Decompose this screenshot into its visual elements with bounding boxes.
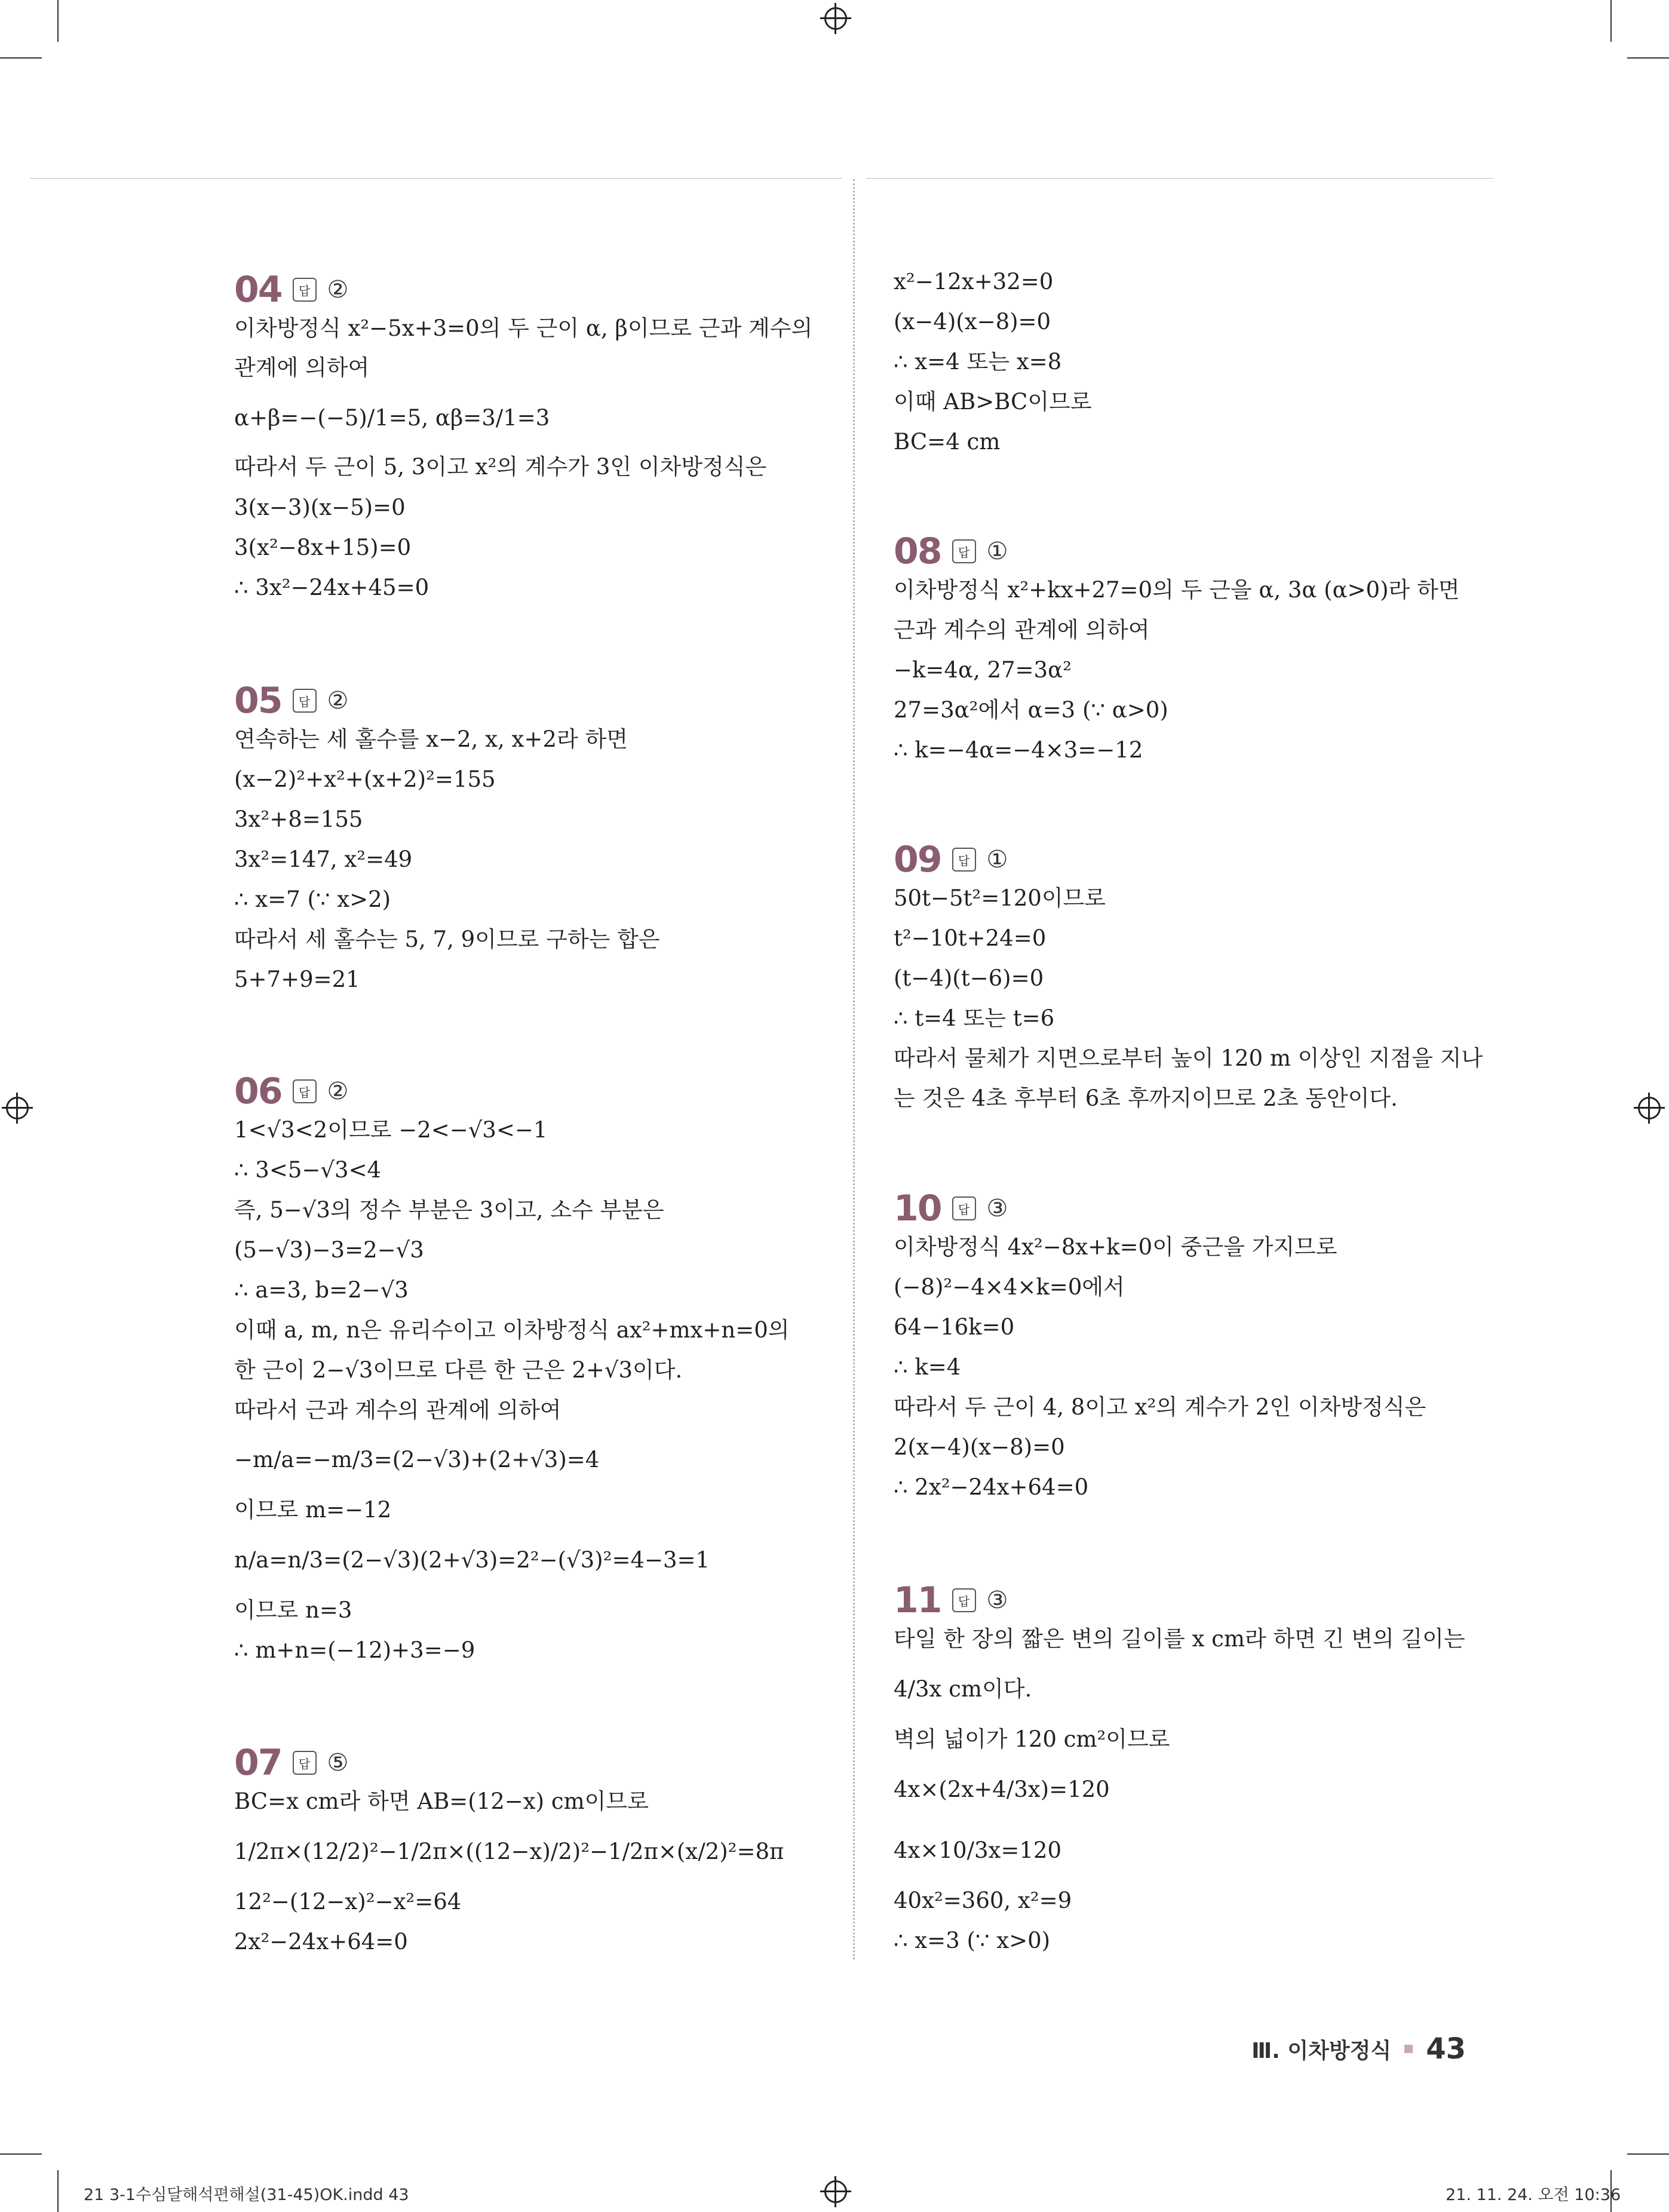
- crop-mark: [0, 2153, 42, 2155]
- solution-line: 3x²+8=155: [234, 806, 363, 832]
- solution-line: 4/3x cm이다.: [894, 1676, 1032, 1702]
- answer-choice: ③: [986, 1195, 1008, 1222]
- question-number: 08: [894, 530, 941, 572]
- solution-line: 1/2π×(12/2)²−1/2π×((12−x)/2)²−1/2π×(x/2)²=8π: [234, 1839, 784, 1864]
- question-number: 11: [894, 1579, 941, 1621]
- answer-badge: 답: [952, 1588, 976, 1612]
- solution-line: 따라서 근과 계수의 관계에 의하여: [234, 1397, 562, 1423]
- answer-badge: 답: [952, 539, 976, 563]
- print-file-name: 21 3-1수심달해석편해설(31-45)OK.indd 43: [84, 2186, 409, 2204]
- solution-line: ∴ t=4 또는 t=6: [894, 1005, 1055, 1031]
- square-bullet-icon: [1404, 2045, 1413, 2053]
- solution-line: 즉, 5−√3의 정수 부분은 3이고, 소수 부분은: [234, 1197, 664, 1223]
- solution-line: 2(x−4)(x−8)=0: [894, 1434, 1065, 1460]
- answer-choice: ②: [327, 687, 349, 714]
- answer-badge: 답: [293, 689, 317, 713]
- question-number: 07: [234, 1742, 282, 1784]
- solution-line: 이차방정식 x²+kx+27=0의 두 근을 α, 3α (α>0)라 하면: [894, 577, 1460, 603]
- solution-line: 관계에 의하여: [234, 355, 370, 381]
- solution-line: 1<√3<2이므로 −2<−√3<−1: [234, 1117, 548, 1143]
- solution-line: 따라서 물체가 지면으로부터 높이 120 m 이상인 지점을 지나: [894, 1045, 1483, 1071]
- solution-line: t²−10t+24=0: [894, 925, 1047, 951]
- solution-line: 3(x²−8x+15)=0: [234, 535, 412, 560]
- solution-line: α+β=−(−5)/1=5, αβ=3/1=3: [234, 405, 550, 431]
- question-number: 09: [894, 839, 941, 880]
- solution-line: −k=4α, 27=3α²: [894, 657, 1072, 683]
- solution-line: ∴ x=3 (∵ x>0): [894, 1928, 1051, 1953]
- solution-line: (x−2)²+x²+(x+2)²=155: [234, 766, 496, 792]
- solution-line: ∴ m+n=(−12)+3=−9: [234, 1637, 475, 1663]
- solution-line: ∴ 3x²−24x+45=0: [234, 575, 429, 600]
- solution-line: ∴ 3<5−√3<4: [234, 1157, 382, 1183]
- answer-choice: ②: [327, 276, 349, 303]
- solution-line: BC=4 cm: [894, 429, 1001, 455]
- solution-line: ∴ k=4: [894, 1354, 961, 1380]
- solution-line: ∴ a=3, b=2−√3: [234, 1277, 409, 1303]
- registration-mark-top: [824, 7, 847, 30]
- chapter-footer: [1251, 2032, 1466, 2066]
- solution-line: ∴ x=7 (∵ x>2): [234, 886, 391, 912]
- solution-line: BC=x cm라 하면 AB=(12−x) cm이므로: [234, 1788, 649, 1814]
- solution-line: 근과 계수의 관계에 의하여: [894, 617, 1150, 643]
- answer-badge: 답: [293, 278, 317, 302]
- crop-mark: [57, 0, 59, 42]
- crop-mark: [1627, 2153, 1669, 2155]
- print-timestamp: 21. 11. 24. 오전 10:36: [1446, 2186, 1621, 2204]
- solution-line: 5+7+9=21: [234, 967, 360, 992]
- registration-mark-right: [1638, 1097, 1661, 1119]
- question-number: 06: [234, 1070, 282, 1112]
- question-header-06: [234, 1070, 348, 1112]
- solution-line: n/a=n/3=(2−√3)(2+√3)=2²−(√3)²=4−3=1: [234, 1547, 710, 1573]
- solution-line: 이때 a, m, n은 유리수이고 이차방정식 ax²+mx+n=0의: [234, 1317, 790, 1343]
- answer-badge: 답: [952, 848, 976, 872]
- solution-line: 이므로 m=−12: [234, 1497, 392, 1523]
- solution-line: 3(x−3)(x−5)=0: [234, 495, 406, 520]
- solution-line: 따라서 두 근이 4, 8이고 x²의 계수가 2인 이차방정식은: [894, 1394, 1426, 1420]
- question-header-05: [234, 680, 348, 722]
- crop-mark: [57, 2170, 59, 2212]
- question-number: 10: [894, 1188, 941, 1229]
- solution-line: 한 근이 2−√3이므로 다른 한 근은 2+√3이다.: [234, 1357, 683, 1383]
- solution-line: ∴ 2x²−24x+64=0: [894, 1474, 1089, 1500]
- question-header-10: [894, 1188, 1008, 1229]
- header-rule-right: [866, 178, 1493, 179]
- solution-line: 2x²−24x+64=0: [234, 1929, 408, 1955]
- question-header-07: [234, 1742, 348, 1784]
- answer-choice: ①: [986, 846, 1008, 873]
- solution-line: 50t−5t²=120이므로: [894, 885, 1106, 911]
- answer-badge: 답: [293, 1751, 317, 1775]
- solution-line: −m/a=−m/3=(2−√3)+(2+√3)=4: [234, 1447, 600, 1472]
- solution-line: 타일 한 장의 짧은 변의 길이를 x cm라 하면 긴 변의 길이는: [894, 1626, 1465, 1652]
- header-rule-left: [30, 178, 842, 179]
- question-header-04: [234, 269, 348, 311]
- answer-choice: ①: [986, 538, 1008, 565]
- solution-line: (x−4)(x−8)=0: [894, 309, 1051, 335]
- solution-line: (5−√3)−3=2−√3: [234, 1237, 424, 1263]
- answer-choice: ②: [327, 1078, 349, 1105]
- solution-line: 벽의 넓이가 120 cm²이므로: [894, 1726, 1170, 1752]
- question-header-08: [894, 530, 1008, 572]
- answer-choice: ③: [986, 1587, 1008, 1614]
- solution-line: 64−16k=0: [894, 1314, 1015, 1340]
- question-number: 05: [234, 680, 282, 722]
- answer-badge: 답: [293, 1079, 317, 1103]
- solution-line: 따라서 세 홀수는 5, 7, 9이므로 구하는 합은: [234, 926, 660, 952]
- solution-line: ∴ k=−4α=−4×3=−12: [894, 737, 1143, 763]
- solution-line: x²−12x+32=0: [894, 269, 1054, 294]
- solution-line: 연속하는 세 홀수를 x−2, x, x+2라 하면: [234, 726, 628, 752]
- crop-mark: [0, 57, 42, 59]
- chapter-title: Ⅲ. 이차방정식: [1251, 2038, 1392, 2063]
- solution-line: 3x²=147, x²=49: [234, 846, 413, 872]
- page-number: 43: [1426, 2032, 1466, 2066]
- question-number: 04: [234, 269, 282, 311]
- solution-line: 4x×(2x+4/3x)=120: [894, 1777, 1110, 1802]
- question-header-11: [894, 1579, 1008, 1621]
- crop-mark: [1610, 0, 1612, 42]
- question-header-09: [894, 839, 1008, 880]
- solution-line: 이므로 n=3: [234, 1597, 352, 1623]
- solution-line: 이때 AB>BC이므로: [894, 389, 1092, 415]
- solution-line: ∴ x=4 또는 x=8: [894, 349, 1062, 375]
- registration-mark-left: [6, 1097, 29, 1119]
- answer-badge: 답: [952, 1196, 976, 1220]
- solution-line: 27=3α²에서 α=3 (∵ α>0): [894, 697, 1168, 723]
- registration-mark-bottom: [824, 2180, 847, 2203]
- answer-choice: ⑤: [327, 1749, 349, 1777]
- crop-mark: [1627, 57, 1669, 59]
- solution-line: (−8)²−4×4×k=0에서: [894, 1274, 1125, 1300]
- solution-line: 이차방정식 x²−5x+3=0의 두 근이 α, β이므로 근과 계수의: [234, 315, 813, 341]
- solution-line: 4x×10/3x=120: [894, 1837, 1061, 1863]
- solution-line: 12²−(12−x)²−x²=64: [234, 1889, 462, 1915]
- solution-line: (t−4)(t−6)=0: [894, 965, 1044, 991]
- solution-line: 이차방정식 4x²−8x+k=0이 중근을 가지므로: [894, 1234, 1337, 1260]
- column-divider: [853, 179, 855, 1959]
- solution-line: 따라서 두 근이 5, 3이고 x²의 계수가 3인 이차방정식은: [234, 454, 767, 480]
- solution-line: 는 것은 4초 후부터 6초 후까지이므로 2초 동안이다.: [894, 1085, 1398, 1111]
- solution-line: 40x²=360, x²=9: [894, 1888, 1072, 1913]
